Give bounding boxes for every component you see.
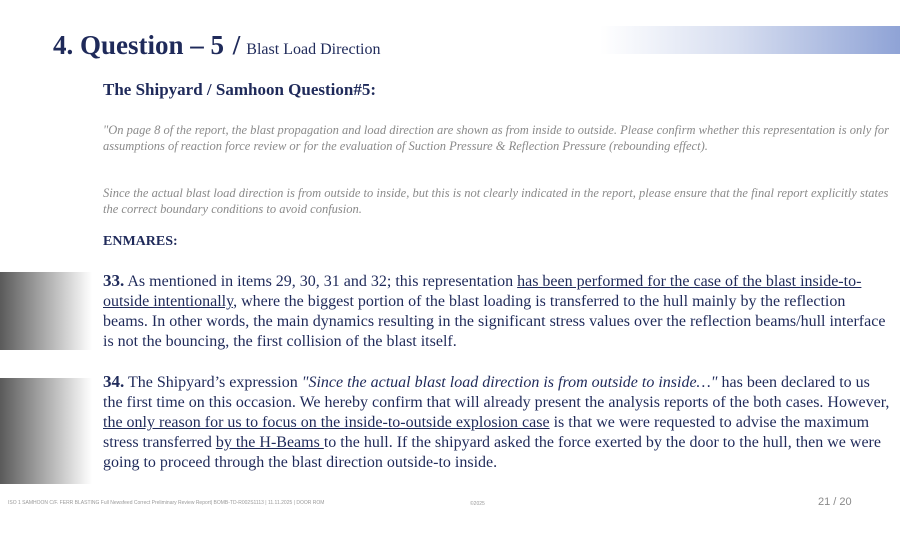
answer-heading: ENMARES:	[103, 234, 178, 249]
item-underlined-text: has been performed for the case of the blast inside-to-outside intentionally	[103, 273, 862, 310]
item-text: is that we were requested to advise the maximum stress transferred	[103, 414, 870, 451]
item-underlined-text: by the H-Beams	[215, 434, 324, 451]
question-quote-1: "On page 8 of the report, the blast propagation and load direction are shown as from inside to outside. Please confirm whether this representation is only for assumptions of reaction force review or for the evaluation of Suction Pressure & Reflection Pressure (rebounding effect).	[103, 123, 889, 153]
item-number: 33.	[103, 271, 125, 290]
question-heading: The Shipyard / Samhoon Question#5:	[103, 80, 377, 99]
gradient-side-bar	[0, 378, 92, 484]
footer-document-reference: ISO 1 SAMHOON C/F. FERR BLASTING Full Newsfeed Correct Preliminary Review Report| BOMB-TD-R002S1113 | 11.11.2025 | DOOR ROM	[8, 500, 325, 506]
item-text: , where the biggest portion of the blast loading is transferred to the hull mainly by the reflection beams. In other words, the main dynamics resulting in the significant stress values over the reflection beams/hull interface is not the bouncing, the first collision of the blast itself.	[103, 293, 886, 350]
page-number: 21 / 20	[818, 496, 852, 508]
question-quote-2: Since the actual blast load direction is from outside to inside, but this is not clearly indicated in the report, please ensure that the final report explicitly states the correct boundary conditions to avoid confusion.	[103, 186, 889, 216]
title-number: – 5	[183, 30, 231, 60]
item-text: The Shipyard’s expression	[124, 374, 302, 391]
page-title	[53, 30, 380, 61]
item-text: As mentioned in items 29, 30, 31 and 32; this representation	[124, 273, 518, 290]
header-gradient-band	[600, 26, 900, 54]
item-number: 34.	[103, 372, 125, 391]
item-text: has been declared to us the first time on this occasion. We hereby confirm that will already present the analysis reports of the both cases. However,	[103, 374, 890, 411]
item-text: to the hull. If the shipyard asked the force exerted by the door to the hull, then we were going to proceed through the blast direction outside-to inside.	[103, 434, 881, 471]
title-separator: /	[232, 30, 241, 60]
gradient-side-bar	[0, 272, 92, 350]
title-main: 4. Question	[53, 30, 184, 60]
title-subtitle: Blast Load Direction	[242, 41, 381, 58]
footer-copyright: ©2025	[470, 501, 485, 507]
item-italic-quote: "Since the actual blast load direction is from outside to inside…"	[301, 374, 718, 391]
answer-item-33	[103, 271, 893, 352]
item-underlined-text: the only reason for us to focus on the inside-to-outside explosion case	[103, 414, 550, 431]
answer-item-34	[103, 372, 893, 473]
